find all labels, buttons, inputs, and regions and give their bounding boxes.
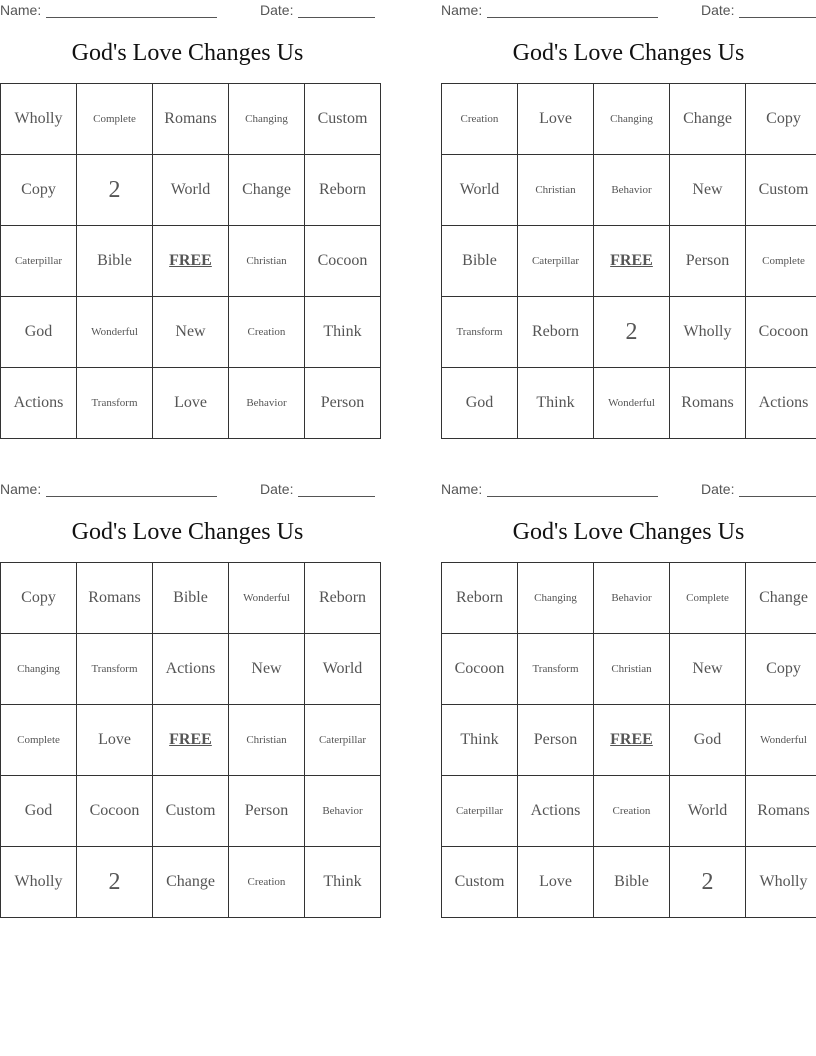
bingo-cell: Love bbox=[518, 847, 594, 918]
bingo-cell: Caterpillar bbox=[1, 226, 77, 297]
bingo-cell: Behavior bbox=[305, 776, 381, 847]
bingo-grid bbox=[441, 83, 816, 439]
bingo-card-2 bbox=[441, 0, 816, 430]
bingo-cell: Copy bbox=[746, 84, 816, 155]
bingo-cell: 2 bbox=[594, 297, 670, 368]
bingo-cell: Changing bbox=[1, 634, 77, 705]
bingo-cell: Think bbox=[305, 297, 381, 368]
bingo-cell: Complete bbox=[670, 563, 746, 634]
bingo-cell: Person bbox=[229, 776, 305, 847]
grid-row bbox=[1, 155, 381, 226]
date-line bbox=[298, 496, 375, 497]
bingo-cell: Custom bbox=[153, 776, 229, 847]
grid-row bbox=[1, 705, 381, 776]
bingo-cell: Romans bbox=[77, 563, 153, 634]
bingo-cell: Love bbox=[77, 705, 153, 776]
bingo-grid bbox=[441, 562, 816, 918]
grid-row bbox=[442, 368, 816, 439]
grid-row bbox=[1, 84, 381, 155]
grid-row bbox=[442, 84, 816, 155]
free-space: FREE bbox=[153, 705, 229, 776]
bingo-cell: Transform bbox=[518, 634, 594, 705]
bingo-cell: Person bbox=[670, 226, 746, 297]
grid-row bbox=[1, 226, 381, 297]
name-label: Name: bbox=[441, 481, 483, 497]
bingo-card-1 bbox=[0, 0, 375, 430]
grid-row bbox=[442, 226, 816, 297]
name-label: Name: bbox=[0, 481, 42, 497]
bingo-cell: Wholly bbox=[746, 847, 816, 918]
bingo-cell: New bbox=[670, 634, 746, 705]
grid-row bbox=[1, 634, 381, 705]
bingo-cell: Caterpillar bbox=[518, 226, 594, 297]
bingo-cell: God bbox=[670, 705, 746, 776]
date-line bbox=[739, 496, 816, 497]
bingo-cell: Behavior bbox=[594, 155, 670, 226]
date-label: Date: bbox=[260, 481, 294, 497]
date-label: Date: bbox=[260, 2, 294, 18]
bingo-cell: Christian bbox=[518, 155, 594, 226]
bingo-cell: Think bbox=[305, 847, 381, 918]
name-line bbox=[46, 496, 217, 497]
card-header bbox=[441, 479, 816, 499]
bingo-cell: God bbox=[442, 368, 518, 439]
bingo-cell: Behavior bbox=[229, 368, 305, 439]
bingo-cell: World bbox=[305, 634, 381, 705]
grid-row bbox=[442, 297, 816, 368]
bingo-cell: Reborn bbox=[518, 297, 594, 368]
bingo-cell: Think bbox=[518, 368, 594, 439]
bingo-cell: Romans bbox=[670, 368, 746, 439]
bingo-cell: Bible bbox=[153, 563, 229, 634]
name-line bbox=[46, 17, 217, 18]
bingo-cell: Christian bbox=[229, 705, 305, 776]
grid-row bbox=[442, 776, 816, 847]
bingo-cell: Creation bbox=[442, 84, 518, 155]
bingo-cell: Cocoon bbox=[305, 226, 381, 297]
bingo-cell: Romans bbox=[746, 776, 816, 847]
card-title: God's Love Changes Us bbox=[512, 40, 745, 66]
bingo-cell: Actions bbox=[518, 776, 594, 847]
name-line bbox=[487, 17, 658, 18]
bingo-cell: Actions bbox=[746, 368, 816, 439]
name-label: Name: bbox=[0, 2, 42, 18]
bingo-cell: World bbox=[442, 155, 518, 226]
bingo-cell: Person bbox=[518, 705, 594, 776]
grid-row bbox=[1, 297, 381, 368]
card-title: God's Love Changes Us bbox=[71, 519, 304, 545]
date-label: Date: bbox=[701, 481, 735, 497]
bingo-cell: Change bbox=[746, 563, 816, 634]
grid-row bbox=[1, 847, 381, 918]
bingo-cell: Cocoon bbox=[442, 634, 518, 705]
bingo-card-4 bbox=[441, 479, 816, 909]
bingo-cell: Transform bbox=[77, 368, 153, 439]
bingo-cell: Change bbox=[229, 155, 305, 226]
bingo-cell: Bible bbox=[594, 847, 670, 918]
bingo-cell: Behavior bbox=[594, 563, 670, 634]
bingo-cell: Custom bbox=[305, 84, 381, 155]
bingo-cell: Creation bbox=[229, 847, 305, 918]
free-space: FREE bbox=[153, 226, 229, 297]
bingo-cell: Wholly bbox=[1, 847, 77, 918]
bingo-cell: Romans bbox=[153, 84, 229, 155]
grid-row bbox=[442, 155, 816, 226]
bingo-cell: Christian bbox=[594, 634, 670, 705]
bingo-cell: 2 bbox=[77, 847, 153, 918]
bingo-cell: Caterpillar bbox=[305, 705, 381, 776]
bingo-cell: Copy bbox=[1, 563, 77, 634]
bingo-cell: Love bbox=[518, 84, 594, 155]
bingo-cell: Wonderful bbox=[77, 297, 153, 368]
bingo-cell: Cocoon bbox=[77, 776, 153, 847]
bingo-card-3 bbox=[0, 479, 375, 909]
bingo-cell: Complete bbox=[1, 705, 77, 776]
bingo-cell: Caterpillar bbox=[442, 776, 518, 847]
card-header bbox=[0, 0, 375, 20]
bingo-cell: Actions bbox=[153, 634, 229, 705]
bingo-cell: 2 bbox=[670, 847, 746, 918]
bingo-cell: New bbox=[670, 155, 746, 226]
name-label: Name: bbox=[441, 2, 483, 18]
grid-row bbox=[1, 776, 381, 847]
bingo-cell: Copy bbox=[1, 155, 77, 226]
bingo-cell: Bible bbox=[77, 226, 153, 297]
bingo-cell: God bbox=[1, 776, 77, 847]
bingo-grid bbox=[0, 83, 381, 439]
bingo-cell: Wholly bbox=[670, 297, 746, 368]
bingo-cell: Wholly bbox=[1, 84, 77, 155]
bingo-cell: God bbox=[1, 297, 77, 368]
card-header bbox=[0, 479, 375, 499]
bingo-cell: Reborn bbox=[305, 563, 381, 634]
grid-row bbox=[442, 705, 816, 776]
date-label: Date: bbox=[701, 2, 735, 18]
bingo-cell: Complete bbox=[77, 84, 153, 155]
bingo-cell: Person bbox=[305, 368, 381, 439]
bingo-cell: Cocoon bbox=[746, 297, 816, 368]
grid-row bbox=[442, 634, 816, 705]
grid-row bbox=[1, 563, 381, 634]
grid-row bbox=[1, 368, 381, 439]
bingo-cell: Wonderful bbox=[229, 563, 305, 634]
bingo-cell: Creation bbox=[229, 297, 305, 368]
grid-row bbox=[442, 563, 816, 634]
bingo-cell: Change bbox=[153, 847, 229, 918]
free-space: FREE bbox=[594, 705, 670, 776]
card-title: God's Love Changes Us bbox=[71, 40, 304, 66]
date-line bbox=[298, 17, 375, 18]
bingo-cell: Complete bbox=[746, 226, 816, 297]
bingo-cell: Bible bbox=[442, 226, 518, 297]
bingo-cell: New bbox=[229, 634, 305, 705]
bingo-cell: World bbox=[153, 155, 229, 226]
bingo-cell: Transform bbox=[442, 297, 518, 368]
bingo-cell: Wonderful bbox=[746, 705, 816, 776]
card-header bbox=[441, 0, 816, 20]
bingo-cell: Reborn bbox=[305, 155, 381, 226]
bingo-cell: Transform bbox=[77, 634, 153, 705]
bingo-cell: Custom bbox=[746, 155, 816, 226]
bingo-cell: Reborn bbox=[442, 563, 518, 634]
grid-row bbox=[442, 847, 816, 918]
free-space: FREE bbox=[594, 226, 670, 297]
bingo-cell: Changing bbox=[594, 84, 670, 155]
bingo-cell: Actions bbox=[1, 368, 77, 439]
bingo-cell: New bbox=[153, 297, 229, 368]
name-line bbox=[487, 496, 658, 497]
bingo-cell: Wonderful bbox=[594, 368, 670, 439]
bingo-cell: Change bbox=[670, 84, 746, 155]
bingo-cell: World bbox=[670, 776, 746, 847]
bingo-cell: Think bbox=[442, 705, 518, 776]
bingo-cell: Copy bbox=[746, 634, 816, 705]
bingo-cell: Christian bbox=[229, 226, 305, 297]
card-title: God's Love Changes Us bbox=[512, 519, 745, 545]
bingo-cell: Creation bbox=[594, 776, 670, 847]
bingo-cell: Changing bbox=[229, 84, 305, 155]
bingo-cell: Custom bbox=[442, 847, 518, 918]
date-line bbox=[739, 17, 816, 18]
bingo-cell: Love bbox=[153, 368, 229, 439]
bingo-grid bbox=[0, 562, 381, 918]
bingo-cell: 2 bbox=[77, 155, 153, 226]
bingo-cell: Changing bbox=[518, 563, 594, 634]
